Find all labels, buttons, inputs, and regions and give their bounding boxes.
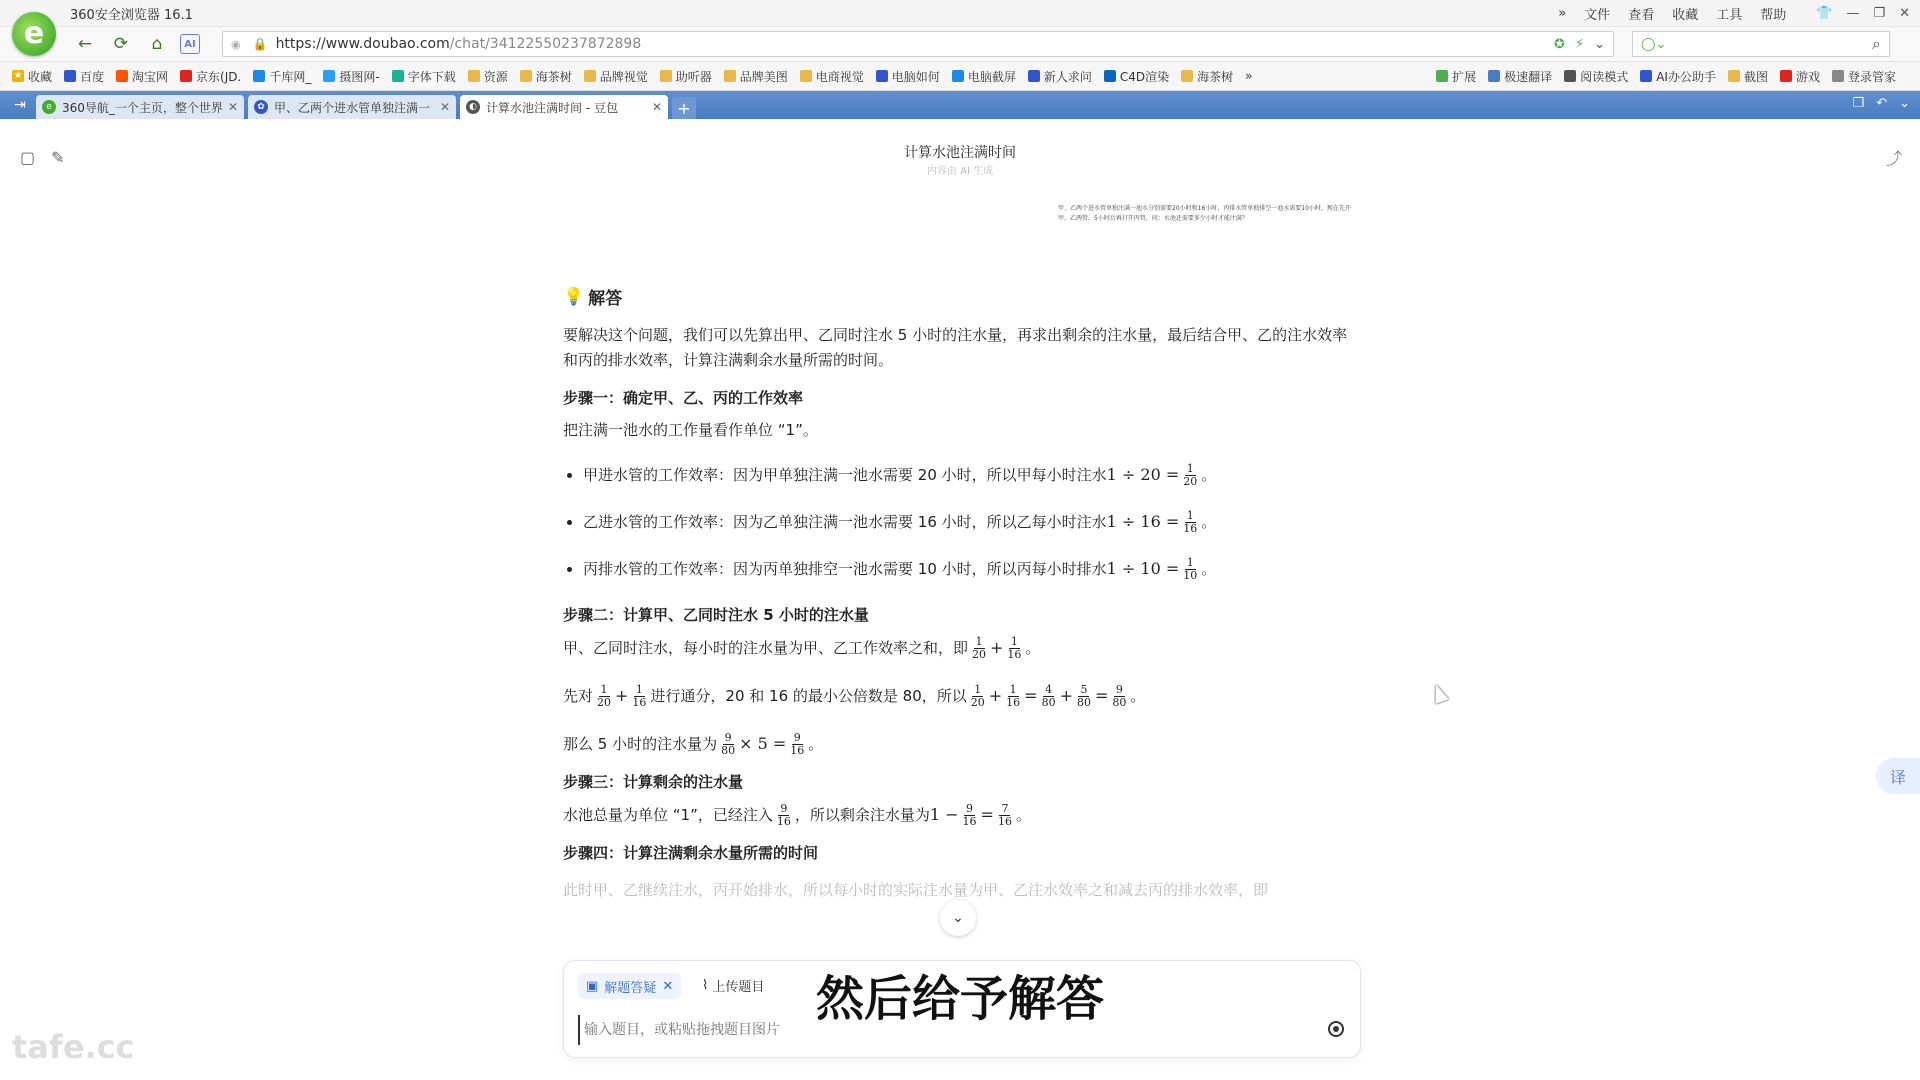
paperclip-icon: ⌇ — [702, 978, 709, 993]
bookmark-icon — [323, 70, 335, 82]
bookmark-item[interactable]: 电脑如何 — [876, 68, 940, 85]
folder-icon — [1181, 70, 1193, 82]
bookmark-folder[interactable]: 助听器 — [660, 68, 712, 85]
search-box[interactable] — [1632, 31, 1890, 57]
bookmark-folder[interactable]: 品牌视觉 — [584, 68, 648, 85]
step-1-text: 把注满一池水的工作量看作单位 “1”。 — [563, 421, 818, 439]
address-path: /chat/34122550237872898 — [449, 36, 642, 52]
bookmark-folder[interactable]: 海茶树 — [520, 68, 572, 85]
search-engine-icon[interactable]: ◯⌄ — [1641, 36, 1667, 52]
ai-office-button[interactable]: AI办公助手 — [1640, 68, 1716, 85]
bookmark-icon — [116, 70, 128, 82]
address-host: https://www.doubao.com — [275, 36, 450, 52]
step-3-text: 水池总量为单位 “1”，已经注入 $\frac{9}{16}$ ，所以剩余注水量为1 − $\frac{9}{16}$ = $\frac{7}{16}$ 。 — [563, 802, 1031, 828]
tab-strip — [0, 91, 1920, 119]
menu-item-file[interactable]: 文件 — [1584, 7, 1611, 23]
lightbulb-icon: 💡 — [563, 286, 585, 307]
key-icon — [1832, 70, 1844, 82]
refresh-icon[interactable]: ⟳ — [113, 34, 129, 54]
browser-app-title: 360安全浏览器 16.1 — [70, 7, 193, 23]
bookmarks-more-icon[interactable]: » — [1245, 69, 1253, 83]
new-chat-icon[interactable]: ✎ — [51, 148, 65, 167]
step-2-text: 甲、乙同时注水，每小时的注水量为甲、乙工作效率之和，即 $\frac{1}{20}$ + $\frac{1}{16}$ 。 — [563, 635, 1041, 661]
tab-favicon-icon: e — [42, 100, 56, 114]
bookmark-item[interactable]: 字体下载 — [392, 68, 456, 85]
skin-icon[interactable]: 👕 — [1816, 5, 1833, 21]
menu-item-favorites[interactable]: 收藏 — [1672, 7, 1699, 23]
answer-heading: 💡 解答 — [563, 286, 623, 309]
bookmark-item[interactable]: 百度 — [64, 68, 104, 85]
browser-menu — [1558, 4, 1920, 23]
scissors-icon — [1728, 70, 1740, 82]
new-tab-button[interactable]: + — [672, 97, 696, 119]
tab-close-icon[interactable]: ✕ — [439, 100, 450, 114]
bookmark-folder[interactable]: 资源 — [468, 68, 508, 85]
chat-subtitle: 内容由 AI 生成 — [926, 166, 994, 177]
answer-intro: 要解决这个问题，我们可以先算出甲、乙同时注水 5 小时的注水量，再求出剩余的注水量，最后结合甲、乙的注水效率和丙的排水效率，计算注满剩余水量所需的时间。 — [563, 326, 1348, 369]
folder-icon — [660, 70, 672, 82]
bookmark-item[interactable]: 京东(JD. — [180, 68, 241, 85]
reading-mode-button[interactable]: 阅读模式 — [1564, 68, 1628, 85]
bookmark-item[interactable]: 摄图网- — [323, 68, 379, 85]
screenshot-button[interactable]: 截图 — [1728, 68, 1768, 85]
user-question-message: 甲、乙两个进水管单独注满一池水分别需要20小时和16小时，丙排水管单独排空一池水需要10小时，现在先开甲、乙两管，5小时后再打开丙管，问：水池还需要多少小时才能注满？ — [1058, 205, 1351, 222]
step-2-title: 步骤二：计算甲、乙同时注水 5 小时的注水量 — [563, 606, 869, 624]
upload-question-button[interactable]: ⌇ 上传题目 — [702, 978, 765, 995]
step-4-text-faded: 此时甲、乙继续注水，丙开始排水，所以每小时的实际注水量为甲、乙注水效率之和减去丙的排水效率，即 — [563, 881, 1269, 899]
ai-icon — [1640, 70, 1652, 82]
step-4-title: 步骤四：计算注满剩余水量所需的时间 — [563, 844, 819, 862]
bookmark-folder[interactable]: 海茶树 — [1181, 68, 1233, 85]
bookmark-icon — [64, 70, 76, 82]
chip-close-icon[interactable]: ✕ — [662, 978, 674, 994]
list-item: • 乙进水管的工作效率：因为乙单独注满一池水需要 16 小时，所以乙每小时注水1 ÷ 16 = $\frac{1}{16}$ 。 — [583, 510, 1353, 535]
bookmark-icon — [952, 70, 964, 82]
bookmark-icon — [1028, 70, 1040, 82]
translate-button[interactable]: 极速翻译 — [1488, 68, 1552, 85]
list-item: • 甲进水管的工作效率：因为甲单独注满一池水需要 20 小时，所以甲每小时注水1 ÷ 20 = $\frac{1}{20}$ 。 — [583, 463, 1353, 488]
restore-icon[interactable]: ❐ — [1873, 5, 1886, 21]
tab-close-icon[interactable]: ✕ — [227, 100, 238, 114]
step-2-five-hours: 那么 5 小时的注水量为 $\frac{9}{80}$ × 5 = $\frac{9}{16}$ 。 — [563, 731, 824, 757]
lock-icon: 🔒 — [252, 37, 268, 51]
bookmark-icon — [392, 70, 404, 82]
efficiency-list — [563, 463, 1353, 582]
bookmark-item[interactable]: C4D渲染 — [1104, 68, 1169, 85]
speed-mode-icon[interactable]: ⚡ — [1574, 36, 1585, 52]
bookmark-icon — [253, 70, 265, 82]
search-icon[interactable]: ⌕ — [1872, 34, 1881, 53]
tab-menu-chevron-icon[interactable]: ⌄ — [1899, 96, 1910, 111]
home-icon[interactable]: ⌂ — [151, 34, 163, 54]
bookmark-item[interactable]: 新人求问 — [1028, 68, 1092, 85]
minimize-icon[interactable]: — — [1846, 5, 1860, 21]
folder-icon — [584, 70, 596, 82]
folder-icon — [468, 70, 480, 82]
site-info-icon[interactable]: ◉ — [231, 37, 241, 51]
question-icon: ▣ — [586, 978, 599, 994]
close-window-icon[interactable]: ✕ — [1899, 5, 1910, 21]
address-dropdown-icon[interactable]: ⌄ — [1594, 36, 1605, 52]
tab-360-nav[interactable]: e 360导航_一个主页，整个世界 ✕ — [36, 95, 244, 119]
folder-icon — [800, 70, 812, 82]
menu-item-tools[interactable]: 工具 — [1716, 7, 1743, 23]
page-translate-button[interactable]: 译 — [1876, 758, 1920, 794]
translate-icon — [1488, 70, 1500, 82]
undo-close-tab-icon[interactable]: ↶ — [1876, 96, 1888, 111]
bookmark-icon: ★ — [13, 70, 23, 81]
extensions-button[interactable]: 扩展 — [1436, 68, 1476, 85]
bookmark-item[interactable]: 千库网_ — [253, 68, 311, 85]
chat-title: 计算水池注满时间 — [904, 145, 1016, 161]
menu-more-icon[interactable]: » — [1558, 5, 1567, 21]
mouse-cursor-icon — [1429, 682, 1448, 704]
video-subtitle: 然后给予解答 — [815, 971, 1104, 1027]
games-button[interactable]: 游戏 — [1780, 68, 1820, 85]
sidebar-panel-icon[interactable]: ▢ — [20, 148, 36, 167]
chevron-down-icon: ⌄ — [952, 910, 964, 926]
tab-baidu-search[interactable]: ✿ 甲、乙两个进水管单独注满一 ✕ — [248, 95, 456, 119]
tab-favicon-icon: ✿ — [254, 100, 268, 114]
tab-favicon-icon: ◐ — [466, 100, 480, 114]
grid-icon — [1436, 70, 1448, 82]
back-arrow-icon[interactable]: ← — [77, 34, 93, 54]
address-bar[interactable] — [222, 31, 1614, 57]
bookmark-icon — [1104, 70, 1116, 82]
bookmark-icon — [876, 70, 888, 82]
bookmark-item[interactable]: 淘宝网 — [116, 68, 168, 85]
skill-chip-problem-solving[interactable]: ▣ 解题答疑 ✕ — [578, 973, 681, 999]
ai-answer — [563, 284, 1353, 900]
bookmark-folder[interactable]: 品牌美图 — [724, 68, 788, 85]
bookmark-folder[interactable]: 电商视觉 — [800, 68, 864, 85]
step-1-title: 步骤一：确定甲、乙、丙的工作效率 — [563, 389, 804, 407]
tab-list-icon[interactable]: ❐ — [1852, 96, 1865, 111]
list-item: • 丙排水管的工作效率：因为丙单独排空一池水需要 10 小时，所以丙每小时排水1 ÷ 10 = $\frac{1}{10}$ 。 — [583, 557, 1353, 582]
sidebar-toggle-icon[interactable]: ⇥ — [14, 97, 26, 113]
watermark: tafe.cc — [12, 1028, 135, 1066]
share-icon[interactable]: ⤴ — [1885, 149, 1902, 168]
scroll-to-bottom-button[interactable] — [940, 900, 976, 936]
login-manager-button[interactable]: 登录管家 — [1832, 68, 1896, 85]
browser-logo-icon: e — [12, 12, 56, 56]
menu-item-help[interactable]: 帮助 — [1760, 7, 1787, 23]
bookmark-item[interactable]: 电脑截屏 — [952, 68, 1016, 85]
page-content — [0, 124, 1920, 1080]
book-icon — [1564, 70, 1576, 82]
bookmark-icon — [180, 70, 192, 82]
bookmark-item[interactable]: ★ 收藏 — [13, 69, 53, 84]
menu-item-view[interactable]: 查看 — [1628, 7, 1655, 23]
tab-doubao-chat[interactable]: ◐ 计算水池注满时间 - 豆包 ✕ — [460, 95, 668, 119]
folder-icon — [724, 70, 736, 82]
bookmarks-bar — [0, 62, 1920, 91]
gamepad-icon — [1780, 70, 1792, 82]
step-2-calc: 先对 $\frac{1}{20}$ + $\frac{1}{16}$ 进行通分，20 和 16 的最小公倍数是 80，所以 $\frac{1}{20}$ + $\frac{1}{16}$ = $\frac{4}{80}$ + $\frac{5}{80}$ = $\frac{9}{80}$ 。 — [563, 683, 1146, 709]
tab-close-icon[interactable]: ✕ — [651, 100, 662, 114]
ai-assistant-button[interactable]: AI — [180, 34, 200, 54]
step-3-title: 步骤三：计算剩余的注水量 — [563, 773, 744, 791]
navigation-bar — [0, 27, 1920, 62]
folder-icon — [520, 70, 532, 82]
security-shield-icon[interactable]: ✪ — [1554, 36, 1565, 52]
